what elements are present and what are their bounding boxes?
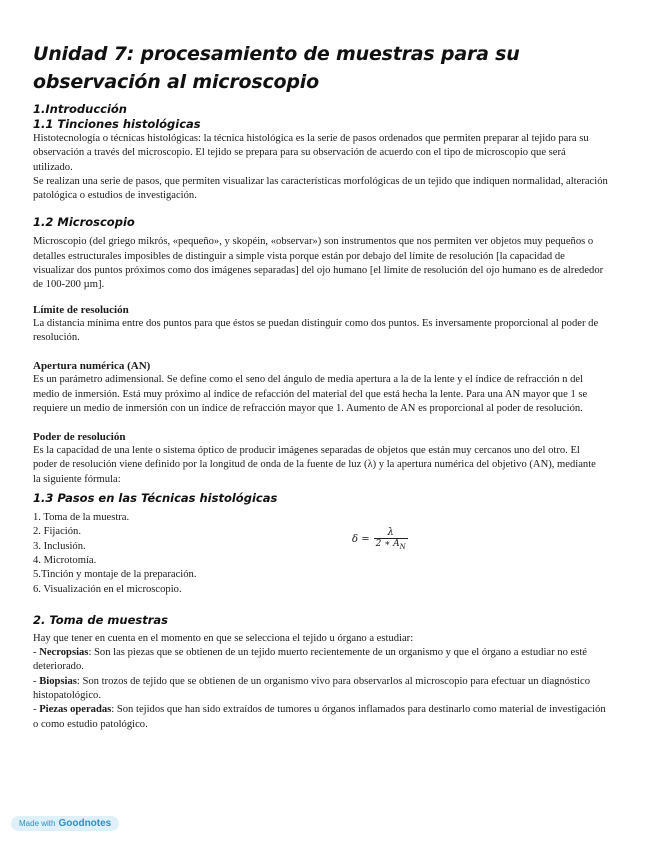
bullet-dash: - (33, 704, 40, 716)
formula-denominator (374, 538, 408, 553)
formula-numerator: λ (387, 527, 394, 538)
definition: : Son tejidos que han sido extraídos de tumores u órganos inflamados para destinarlo como material de investigación o como estudio patológico. (33, 704, 606, 730)
page-title: Unidad 7: procesamiento de muestras para su observación al microscopio (33, 43, 520, 93)
formula-subscript: N (399, 542, 406, 551)
paragraph-apertura-numerica: Es un parámetro adimensional. Se define como el seno del ángulo de media apertura a la de la lente y el índice de refracción n del medio de inmersión. Está muy próximo al índice de refacción del material del que está hecha la lente. Para una AN mayor que 1 se requiere un medio de inmersión con un índice de refracción mayor que 1. Aumento de AN es proporcional al poder de resolución. (33, 374, 588, 414)
definition: : Son las piezas que se obtienen de un tejido muerto recientemente de un organismo y que el órgano a estudiar no esté deteriorado. (33, 647, 587, 673)
heading-apertura-numerica: Apertura numérica (AN) (33, 360, 151, 373)
term: Biopsias (39, 675, 77, 687)
badge-made-with: Made with (19, 819, 56, 828)
formula-denominator-text: 2 ∗ A (375, 539, 400, 549)
list-item (33, 646, 608, 675)
formula-lhs: δ = (352, 534, 370, 546)
goodnotes-badge[interactable] (11, 816, 119, 831)
bullet-dash: - (33, 647, 40, 659)
list-item: 2. Fijación. (33, 526, 81, 538)
subsection-heading-pasos-tecnicas: 1.3 Pasos en las Técnicas histológicas (33, 491, 278, 506)
formula-fraction (374, 527, 408, 553)
paragraph-pasos: Se realizan una serie de pasos, que permiten visualizar las características morfológicas de un tejido que indiquen normalidad, alteración patológica o estudios de investigación. (33, 175, 608, 202)
paragraph-toma-intro: Hay que tener en cuenta en el momento en que se selecciona el tejido u órgano a estudiar: (33, 632, 414, 644)
heading-poder-resolucion: Poder de resolución (33, 431, 126, 444)
section-heading-introduccion: 1.Introducción (33, 102, 127, 116)
badge-brand: Goodnotes (58, 818, 112, 829)
list-item: 4. Microtomía. (33, 554, 97, 566)
bullet-dash: - (33, 675, 40, 687)
list-item (33, 675, 608, 704)
section-heading-toma-muestras: 2. Toma de muestras (33, 612, 169, 627)
resolution-formula (352, 527, 408, 553)
list-item: 6. Visualización en el microscopio. (33, 583, 182, 595)
list-item (33, 703, 608, 732)
paragraph-microscopio: Microscopio (del griego mikrós, «pequeño», y skopéin, «observar») son instrumentos que nos permiten ver objetos muy pequeños o detalles estructurales imposibles de distinguir a simple vista porque están por debajo del límite de resolución [la capacidad de visualizar dos puntos próximos como dos imágenes separadas] del ojo humano [el límite de resolución del ojo humano es de alrededor de 100-200 µm]. (33, 236, 604, 291)
subsection-heading-tinciones: 1.1 Tinciones histológicas (33, 117, 201, 131)
paragraph-histotecnologia: Histotecnología o técnicas histológicas: la técnica histológica es la serie de pasos ordenados que permiten preparar al tejido para su observación a través del microscopio. El tejido se prepara para su observación de acuerdo con el tipo de microscopio que será utilizado. (33, 133, 589, 173)
paragraph-poder-resolucion: Es la capacidad de una lente o sistema óptico de producir imágenes separadas de objetos que están muy cercanos uno del otro. El poder de resolución viene definido por la longitud de onda de la fuente de luz (λ) y la apertura numérica del objetivo (AN), mediante la siguiente fórmula: (33, 445, 596, 485)
subsection-heading-microscopio: 1.2 Microscopio (33, 215, 135, 230)
paragraph-limite-resolucion: La distancia mínima entre dos puntos para que éstos se puedan distinguir como dos puntos. Es inversamente proporcional al poder de resolución. (33, 317, 599, 343)
list-item: 3. Inclusión. (33, 540, 86, 552)
term: Necropsias (39, 647, 89, 659)
list-item: 1. Toma de la muestra. (33, 512, 130, 524)
list-item: 5.Tinción y montaje de la preparación. (33, 569, 197, 581)
term: Piezas operadas (39, 704, 112, 716)
document-page (33, 40, 608, 732)
definition: : Son trozos de tejido que se obtienen de un organismo vivo para observarlos al microscopio para efectuar un diagnóstico histopatológico. (33, 675, 591, 702)
heading-limite-resolucion: Límite de resolución (33, 303, 129, 316)
steps-list (33, 511, 608, 597)
